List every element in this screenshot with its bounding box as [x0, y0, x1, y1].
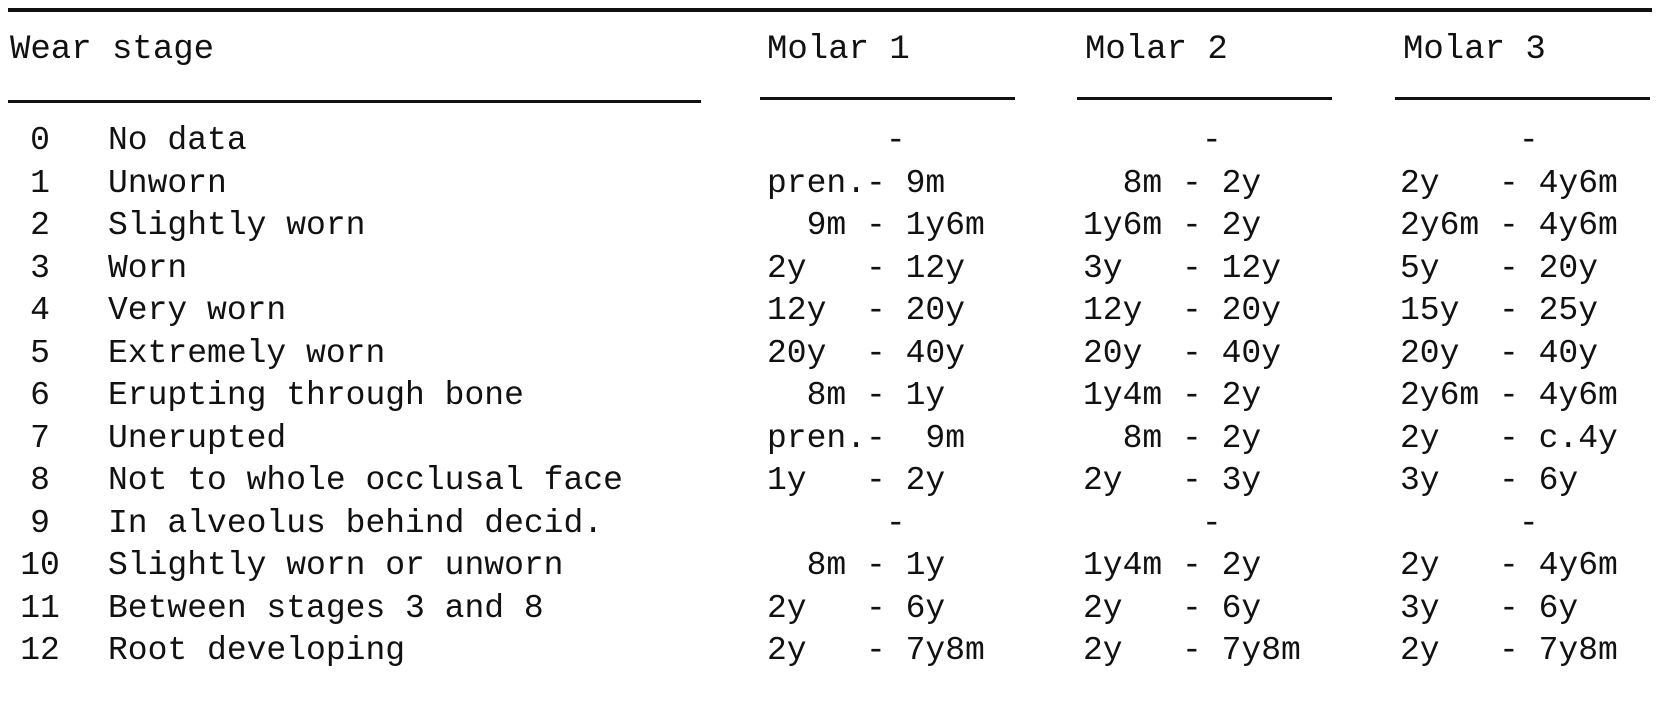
row-description: Very worn — [108, 292, 287, 329]
row-stage-number: 6 — [30, 377, 50, 414]
row-molar-2-age: - — [1083, 122, 1222, 159]
row-molar-1-age: 8m - 1y — [767, 547, 946, 584]
table-row — [0, 203, 1679, 249]
row-stage-number: 12 — [20, 632, 60, 669]
row-molar-1-age: 2y - 7y8m — [767, 632, 985, 669]
row-molar-2-age: 12y - 20y — [1083, 292, 1282, 329]
row-stage-number: 10 — [20, 547, 60, 584]
table-row — [0, 288, 1679, 334]
row-stage-number: 1 — [30, 164, 50, 202]
row-molar-1-age: 2y - 12y — [767, 249, 966, 287]
row-molar-1-age: 2y - 6y — [767, 589, 946, 627]
header-molar-2: Molar 2 — [1085, 31, 1228, 69]
row-molar-1-age: pren.- 9m — [767, 164, 946, 202]
row-description: Unworn — [108, 164, 227, 202]
row-description: In alveolus behind decid. — [108, 504, 604, 542]
row-molar-3-age: 3y - 6y — [1400, 589, 1579, 627]
row-stage-number: 9 — [30, 504, 50, 542]
row-description: Slightly worn — [108, 207, 366, 244]
header-rule-molar-2 — [1077, 97, 1332, 100]
row-stage-number: 5 — [30, 334, 50, 372]
table-top-rule — [8, 8, 1652, 12]
table-row — [0, 373, 1679, 419]
row-molar-2-age: 2y - 7y8m — [1083, 632, 1301, 669]
row-molar-3-age: - — [1400, 122, 1539, 159]
row-description: Root developing — [108, 632, 406, 669]
row-description: Unerupted — [108, 419, 287, 457]
row-molar-1-age: - — [767, 122, 906, 159]
header-rule-molar-3 — [1395, 97, 1650, 100]
row-stage-number: 7 — [30, 419, 50, 457]
row-molar-1-age: - — [767, 504, 906, 542]
row-molar-3-age: 2y6m - 4y6m — [1400, 207, 1618, 244]
row-molar-1-age: 20y - 40y — [767, 334, 966, 372]
row-molar-2-age: 8m - 2y — [1083, 419, 1262, 457]
row-molar-3-age: 2y - c.4y — [1400, 419, 1618, 457]
row-description: Extremely worn — [108, 334, 386, 372]
row-stage-number: 3 — [30, 249, 50, 287]
row-molar-2-age: 3y - 12y — [1083, 249, 1282, 287]
row-molar-3-age: 2y - 7y8m — [1400, 632, 1618, 669]
header-rule-molar-1 — [760, 97, 1015, 100]
header-rule-wear-stage — [8, 100, 701, 103]
row-molar-2-age: 2y - 6y — [1083, 589, 1262, 627]
row-molar-1-age: pren.- 9m — [767, 419, 966, 457]
row-molar-2-age: 1y4m - 2y — [1083, 377, 1262, 414]
row-molar-1-age: 9m - 1y6m — [767, 207, 985, 244]
row-molar-3-age: 3y - 6y — [1400, 462, 1579, 499]
table-row — [0, 246, 1679, 292]
row-molar-2-age: 2y - 3y — [1083, 462, 1262, 499]
header-molar-1: Molar 1 — [767, 31, 910, 69]
table-row — [0, 458, 1679, 504]
row-description: Erupting through bone — [108, 377, 524, 414]
row-description: Not to whole occlusal face — [108, 462, 623, 499]
row-molar-1-age: 8m - 1y — [767, 377, 946, 414]
row-molar-2-age: 8m - 2y — [1083, 164, 1262, 202]
row-molar-2-age: 1y4m - 2y — [1083, 547, 1262, 584]
row-description: Between stages 3 and 8 — [108, 589, 544, 627]
row-stage-number: 8 — [30, 462, 50, 499]
row-molar-2-age: 20y - 40y — [1083, 334, 1282, 372]
header-wear-stage: Wear stage — [10, 31, 215, 69]
row-molar-3-age: 2y - 4y6m — [1400, 547, 1618, 584]
table-row — [0, 501, 1679, 547]
row-stage-number: 2 — [30, 207, 50, 244]
header-molar-3: Molar 3 — [1403, 31, 1546, 69]
row-description: Slightly worn or unworn — [108, 547, 564, 584]
row-molar-1-age: 1y - 2y — [767, 462, 946, 499]
row-molar-2-age: - — [1083, 504, 1222, 542]
table-row — [0, 543, 1679, 589]
table-row — [0, 118, 1679, 164]
row-description: Worn — [108, 249, 188, 287]
row-stage-number: 4 — [30, 292, 50, 329]
row-molar-3-age: 2y6m - 4y6m — [1400, 377, 1618, 414]
row-molar-3-age: 5y - 20y — [1400, 249, 1599, 287]
table-row — [0, 628, 1679, 674]
row-molar-3-age: 2y - 4y6m — [1400, 164, 1618, 202]
table-row — [0, 161, 1679, 207]
row-molar-3-age: 20y - 40y — [1400, 334, 1599, 372]
row-molar-1-age: 12y - 20y — [767, 292, 966, 329]
row-stage-number: 0 — [30, 122, 50, 159]
row-stage-number: 11 — [20, 589, 60, 627]
table-row — [0, 331, 1679, 377]
table-row — [0, 586, 1679, 632]
table-row — [0, 416, 1679, 462]
row-molar-3-age: 15y - 25y — [1400, 292, 1599, 329]
row-description: No data — [108, 122, 247, 159]
row-molar-2-age: 1y6m - 2y — [1083, 207, 1262, 244]
row-molar-3-age: - — [1400, 504, 1539, 542]
